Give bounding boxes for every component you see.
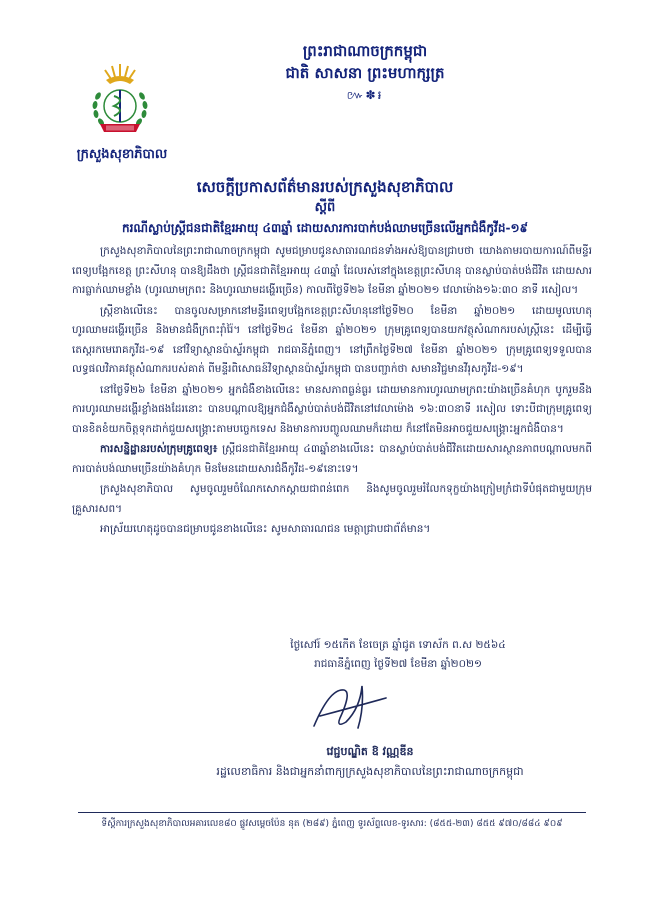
solar-date: រាជធានីភ្នំពេញ ថ្ងៃទី២៧ ខែមីនា ឆ្នាំ២០២១ xyxy=(314,658,482,670)
condolence-paragraph: ក្រសួងសុខាភិបាល សូមចូលរួមចំណែកសោកស្តាយជាពន់ពេក និងសូមចូលរួមរំលែកទុក្ខយ៉ាងក្រៀមក្រំជាទីបំផុតជាមួយក្រុមគ្រួសារសព។ xyxy=(72,483,592,515)
document-subject-label: ស្តីពី xyxy=(314,200,336,215)
date-block xyxy=(228,636,568,674)
closing-paragraph: អាស្រ័យហេតុដូចបានជម្រាបជូនខាងលើនេះ សូមសាធារណជន មេត្តាជ្រាបជាព័ត៌មាន។ xyxy=(100,523,431,535)
ornament: ៚✽៛ xyxy=(346,88,384,102)
conclusion-paragraph xyxy=(72,440,592,479)
conclusion-label: ការសន្និដ្ឋានរបស់ក្រុមគ្រូពេទ្យ៖ xyxy=(100,443,218,455)
paragraph-2: ស្ត្រីខាងលើនេះ បានចូលសម្រាកនៅមន្ទីរពេទ្យបង្អែកខេត្តព្រះសីហនុនៅថ្ងៃទី២០ ខែមីនា ឆ្នាំ២០២១ ដោយមូលហេតុ ហូរឈាមដង្ហើរច្រើន និងមានជំងឺក្រពះរ៉ាំរ៉ៃ។ នៅថ្ងៃទី២៤ ខែមីនា ឆ្នាំ២០២១ ក្រុមគ្រូពេទ្យបានយកវត្ថុសំណាករបស់ស្ត្រីនេះ ដើម្បីធ្វើតេស្តរកមេរោគកូវីដ-១៩ នៅវិទ្យាស្ថានប៉ាស្ទ័រកម្ពុជា រាជធានីភ្នំពេញ។ នៅព្រឹកថ្ងៃទី២៧ ខែមីនា ឆ្នាំ២០២១ ក្រុមគ្រូពេទ្យទទួលបានលទ្ធផលវិភាគវត្ថុសំណាករបស់គាត់ ពីមន្ទីរពិសោធន៍វិទ្យាស្ថានប៉ាស្ទ័រកម្ពុជា បានបញ្ជាក់ថា សមានវិជ្ជមានវីរុសកូវីដ-១៩។ xyxy=(72,304,592,375)
ministry-logo-icon xyxy=(84,60,156,150)
ministry-name: ក្រសួងសុខាភិបាល xyxy=(76,147,168,162)
document-subject: ករណីស្លាប់ស្ត្រីជនជាតិខ្មែរអាយុ ៤៣ឆ្នាំ ដោយសារការបាក់បង់ឈាមច្រើនលើអ្នកជំងឺកូវីដ-១៩ xyxy=(121,221,529,235)
footer-address: ទីស្តីការក្រសួងសុខាភិបាលអគារលេខ៨០ ផ្លូវសម្តេចប៉ែន នុត (២៨៩) ភ្នំពេញ ទូរស័ព្ទលេខ-ទូរសារ: (៨៥៥-២៣) ៨៥៥ ៩៧០/៨៨៤ ៩០៩ xyxy=(101,819,563,829)
title-block xyxy=(40,176,610,238)
national-motto: ជាតិ សាសនា ព្រះមហាក្សត្រ xyxy=(285,64,445,82)
document-body xyxy=(72,242,592,541)
lunar-date: ថ្ងៃសៅរ៍ ១៥កើត ខែចេត្រ ឆ្នាំជូត ទោស័ក ព.ស ២៥៦៤ xyxy=(290,639,506,651)
kingdom-header xyxy=(200,40,530,106)
document-title: សេចក្តីប្រកាសព័ត៌មានរបស់ក្រសួងសុខាភិបាល xyxy=(196,178,454,196)
signer-name: វេជ្ជបណ្ឌិត ឱ វណ្ណឌីន xyxy=(326,745,414,758)
footer-divider xyxy=(78,812,586,813)
signature-icon xyxy=(300,678,400,738)
kingdom-name: ព្រះរាជាណាចក្រកម្ពុជា xyxy=(302,42,428,60)
paragraph-3: នៅថ្ងៃទី២៦ ខែមីនា ឆ្នាំ២០២១ អ្នកជំងឺខាងលើនេះ មានសភាពធ្ងន់ធ្ងរ ដោយមានការហូរឈាមក្រពះយ៉ាងច្រើនគំហុក បូករួមនឹងការហូរឈាមដង្ហើរខ្លាំងផងដែរនោះ បានបណ្តាលឱ្យអ្នកជំងឺស្លាប់បាត់បង់ជីវិតនៅវេលាម៉ោង ១៦:៣០នាទី រសៀល ទោះបីជាក្រុមគ្រូពេទ្យបានខិតខំយកចិត្តទុកដាក់ជួយសង្គ្រោះតាមបច្ចេកទេស និងមានការបញ្ចូលឈាមក៏ដោយ ក៏នៅតែមិនអាចជួយសង្គ្រោះអ្នកជំងឺបាន។ xyxy=(72,383,592,435)
conclusion-text: ស្ត្រីជនជាតិខ្មែរអាយុ ៤៣ឆ្នាំខាងលើនេះ បានស្លាប់បាត់បង់ជីវិតដោយសារស្ថានភាពបណ្តាលមកពីការបាត់បង់ឈាមច្រើនយ៉ាងគំហុក មិនមែនដោយសារជំងឺកូវីដ-១៩នោះទេ។ xyxy=(72,443,592,475)
signer-block xyxy=(180,742,560,782)
paragraph-1: ក្រសួងសុខាភិបាលនៃព្រះរាជាណាចក្រកម្ពុជា សូមជម្រាបជូនសាធារណជនទាំងអស់ឱ្យបានជ្រាបថា យោងតាមរបាយការណ៍ពីមន្ទីរពេទ្យបង្អែកខេត្ត ព្រះសីហនុ បានឱ្យដឹងថា ស្ត្រីជនជាតិខ្មែរអាយុ ៤៣ឆ្នាំ ដែលរស់នៅក្នុងខេត្តព្រះសីហនុ បានស្លាប់បាត់បង់ជីវិត ដោយសារការធ្លាក់ឈាមខ្លាំង (ហូរឈាមក្រពះ និងហូរឈាមដង្ហើរច្រើន) កាលពីថ្ងៃទី២៦ ខែមីនា ឆ្នាំ២០២១ វេលាម៉ោង១៦:៣០ នាទី រសៀល។ xyxy=(72,245,592,296)
signer-position: រដ្ឋលេខាធិការ និងជាអ្នកនាំពាក្យក្រសួងសុខាភិបាលនៃព្រះរាជាណាចក្រកម្ពុជា xyxy=(216,765,524,778)
